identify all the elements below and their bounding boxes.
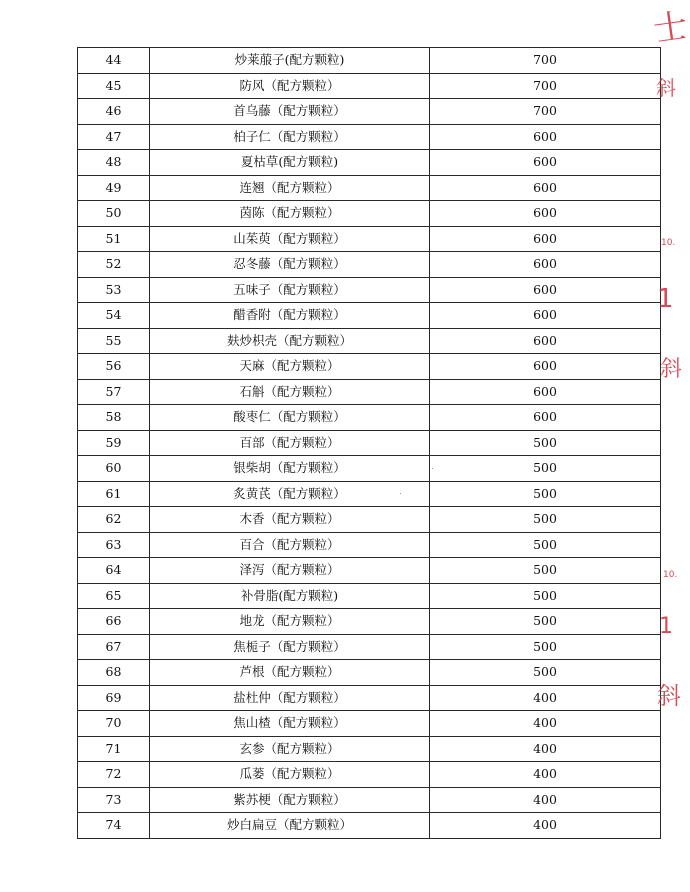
table-row bbox=[78, 48, 661, 74]
row-number-cell: 48 bbox=[78, 150, 150, 176]
medicine-name-cell: 麸炒枳壳（配方颗粒） bbox=[150, 328, 430, 354]
row-number-cell: 68 bbox=[78, 660, 150, 686]
table-row bbox=[78, 405, 661, 431]
table-row bbox=[78, 150, 661, 176]
table-row bbox=[78, 609, 661, 635]
quantity-cell: 500 bbox=[430, 507, 661, 533]
quantity-cell: 600 bbox=[430, 150, 661, 176]
medicine-name-cell: 茵陈（配方颗粒） bbox=[150, 201, 430, 227]
table-row bbox=[78, 583, 661, 609]
row-number-cell: 53 bbox=[78, 277, 150, 303]
row-number-cell: 61 bbox=[78, 481, 150, 507]
medicine-name-cell: 天麻（配方颗粒） bbox=[150, 354, 430, 380]
table-row bbox=[78, 787, 661, 813]
table-row bbox=[78, 201, 661, 227]
medicine-name-cell: 首乌藤（配方颗粒） bbox=[150, 99, 430, 125]
medicine-name-cell: 补骨脂(配方颗粒) bbox=[150, 583, 430, 609]
medicine-name-cell: 泽泻（配方颗粒） bbox=[150, 558, 430, 584]
table-row bbox=[78, 354, 661, 380]
row-number-cell: 69 bbox=[78, 685, 150, 711]
seal-fragment: 10. bbox=[663, 570, 678, 580]
quantity-cell: 500 bbox=[430, 660, 661, 686]
seal-fragment: 斜 bbox=[656, 76, 676, 100]
table-row bbox=[78, 99, 661, 125]
row-number-cell: 60 bbox=[78, 456, 150, 482]
row-number-cell: 66 bbox=[78, 609, 150, 635]
row-number-cell: 44 bbox=[78, 48, 150, 74]
seal-fragment: 10. bbox=[661, 238, 676, 248]
table-row bbox=[78, 379, 661, 405]
table-row bbox=[78, 660, 661, 686]
quantity-cell: 700 bbox=[430, 48, 661, 74]
table-row bbox=[78, 226, 661, 252]
quantity-cell: 600 bbox=[430, 226, 661, 252]
quantity-cell: 500 bbox=[430, 532, 661, 558]
table-row bbox=[78, 813, 661, 839]
table-row bbox=[78, 124, 661, 150]
table-row bbox=[78, 73, 661, 99]
quantity-cell: 400 bbox=[430, 736, 661, 762]
quantity-cell: 400 bbox=[430, 787, 661, 813]
row-number-cell: 63 bbox=[78, 532, 150, 558]
row-number-cell: 55 bbox=[78, 328, 150, 354]
medicine-name-cell: 炙黄芪（配方颗粒） bbox=[150, 481, 430, 507]
seal-fragment: 斜 bbox=[660, 357, 683, 382]
quantity-cell: 600 bbox=[430, 303, 661, 329]
medicine-name-cell: 木香（配方颗粒） bbox=[150, 507, 430, 533]
quantity-cell: 400 bbox=[430, 762, 661, 788]
quantity-cell: 600 bbox=[430, 124, 661, 150]
row-number-cell: 71 bbox=[78, 736, 150, 762]
medicine-name-cell: 柏子仁（配方颗粒） bbox=[150, 124, 430, 150]
table-row bbox=[78, 252, 661, 278]
row-number-cell: 65 bbox=[78, 583, 150, 609]
quantity-cell: 600 bbox=[430, 379, 661, 405]
table-row bbox=[78, 634, 661, 660]
medicine-name-cell: 炒白扁豆（配方颗粒） bbox=[150, 813, 430, 839]
row-number-cell: 57 bbox=[78, 379, 150, 405]
seal-fragment: 1 bbox=[659, 614, 673, 639]
table-row bbox=[78, 736, 661, 762]
table-row bbox=[78, 277, 661, 303]
medicine-name-cell: 炒莱菔子(配方颗粒) bbox=[150, 48, 430, 74]
row-number-cell: 58 bbox=[78, 405, 150, 431]
medicine-name-cell: 醋香附（配方颗粒） bbox=[150, 303, 430, 329]
quantity-cell: 700 bbox=[430, 73, 661, 99]
table-row bbox=[78, 762, 661, 788]
scan-speck bbox=[432, 468, 433, 469]
medicine-name-cell: 山茱萸（配方颗粒） bbox=[150, 226, 430, 252]
table-row bbox=[78, 685, 661, 711]
quantity-cell: 700 bbox=[430, 99, 661, 125]
medicine-name-cell: 盐杜仲（配方颗粒） bbox=[150, 685, 430, 711]
table-row bbox=[78, 430, 661, 456]
medicine-name-cell: 银柴胡（配方颗粒） bbox=[150, 456, 430, 482]
row-number-cell: 67 bbox=[78, 634, 150, 660]
row-number-cell: 52 bbox=[78, 252, 150, 278]
table-row bbox=[78, 303, 661, 329]
medicine-name-cell: 地龙（配方颗粒） bbox=[150, 609, 430, 635]
medicine-name-cell: 石斛（配方颗粒） bbox=[150, 379, 430, 405]
row-number-cell: 49 bbox=[78, 175, 150, 201]
medicine-name-cell: 玄参（配方颗粒） bbox=[150, 736, 430, 762]
quantity-cell: 400 bbox=[430, 711, 661, 737]
medicine-name-cell: 五味子（配方颗粒） bbox=[150, 277, 430, 303]
quantity-cell: 600 bbox=[430, 277, 661, 303]
quantity-cell: 600 bbox=[430, 201, 661, 227]
quantity-cell: 600 bbox=[430, 175, 661, 201]
row-number-cell: 74 bbox=[78, 813, 150, 839]
seal-fragment: 斜 bbox=[657, 682, 681, 710]
row-number-cell: 56 bbox=[78, 354, 150, 380]
table-row bbox=[78, 532, 661, 558]
row-number-cell: 45 bbox=[78, 73, 150, 99]
quantity-cell: 400 bbox=[430, 685, 661, 711]
quantity-cell: 600 bbox=[430, 405, 661, 431]
medicine-name-cell: 夏枯草(配方颗粒) bbox=[150, 150, 430, 176]
quantity-cell: 500 bbox=[430, 583, 661, 609]
row-number-cell: 70 bbox=[78, 711, 150, 737]
quantity-cell: 400 bbox=[430, 813, 661, 839]
quantity-cell: 500 bbox=[430, 481, 661, 507]
row-number-cell: 50 bbox=[78, 201, 150, 227]
table-row bbox=[78, 558, 661, 584]
seal-fragment: 1 bbox=[657, 284, 674, 314]
row-number-cell: 51 bbox=[78, 226, 150, 252]
medicine-name-cell: 紫苏梗（配方颗粒） bbox=[150, 787, 430, 813]
quantity-cell: 500 bbox=[430, 634, 661, 660]
medicine-name-cell: 瓜蒌（配方颗粒） bbox=[150, 762, 430, 788]
table-body bbox=[78, 48, 661, 839]
row-number-cell: 59 bbox=[78, 430, 150, 456]
row-number-cell: 47 bbox=[78, 124, 150, 150]
table-row bbox=[78, 328, 661, 354]
quantity-cell: 600 bbox=[430, 328, 661, 354]
medicine-name-cell: 防风（配方颗粒） bbox=[150, 73, 430, 99]
row-number-cell: 46 bbox=[78, 99, 150, 125]
row-number-cell: 62 bbox=[78, 507, 150, 533]
table-row bbox=[78, 175, 661, 201]
row-number-cell: 54 bbox=[78, 303, 150, 329]
quantity-cell: 600 bbox=[430, 354, 661, 380]
table-row bbox=[78, 456, 661, 482]
medicine-name-cell: 酸枣仁（配方颗粒） bbox=[150, 405, 430, 431]
row-number-cell: 73 bbox=[78, 787, 150, 813]
medicine-name-cell: 芦根（配方颗粒） bbox=[150, 660, 430, 686]
medicine-name-cell: 焦山楂（配方颗粒） bbox=[150, 711, 430, 737]
medicine-table bbox=[77, 47, 661, 839]
quantity-cell: 500 bbox=[430, 456, 661, 482]
medicine-name-cell: 百部（配方颗粒） bbox=[150, 430, 430, 456]
medicine-name-cell: 忍冬藤（配方颗粒） bbox=[150, 252, 430, 278]
quantity-cell: 500 bbox=[430, 430, 661, 456]
table-row bbox=[78, 507, 661, 533]
table-row bbox=[78, 711, 661, 737]
quantity-cell: 600 bbox=[430, 252, 661, 278]
row-number-cell: 72 bbox=[78, 762, 150, 788]
medicine-name-cell: 百合（配方颗粒） bbox=[150, 532, 430, 558]
scan-speck bbox=[400, 493, 401, 494]
table-row bbox=[78, 481, 661, 507]
medicine-name-cell: 焦栀子（配方颗粒） bbox=[150, 634, 430, 660]
quantity-cell: 500 bbox=[430, 558, 661, 584]
row-number-cell: 64 bbox=[78, 558, 150, 584]
seal-fragment: 士 bbox=[650, 5, 690, 51]
quantity-cell: 500 bbox=[430, 609, 661, 635]
medicine-name-cell: 连翘（配方颗粒） bbox=[150, 175, 430, 201]
